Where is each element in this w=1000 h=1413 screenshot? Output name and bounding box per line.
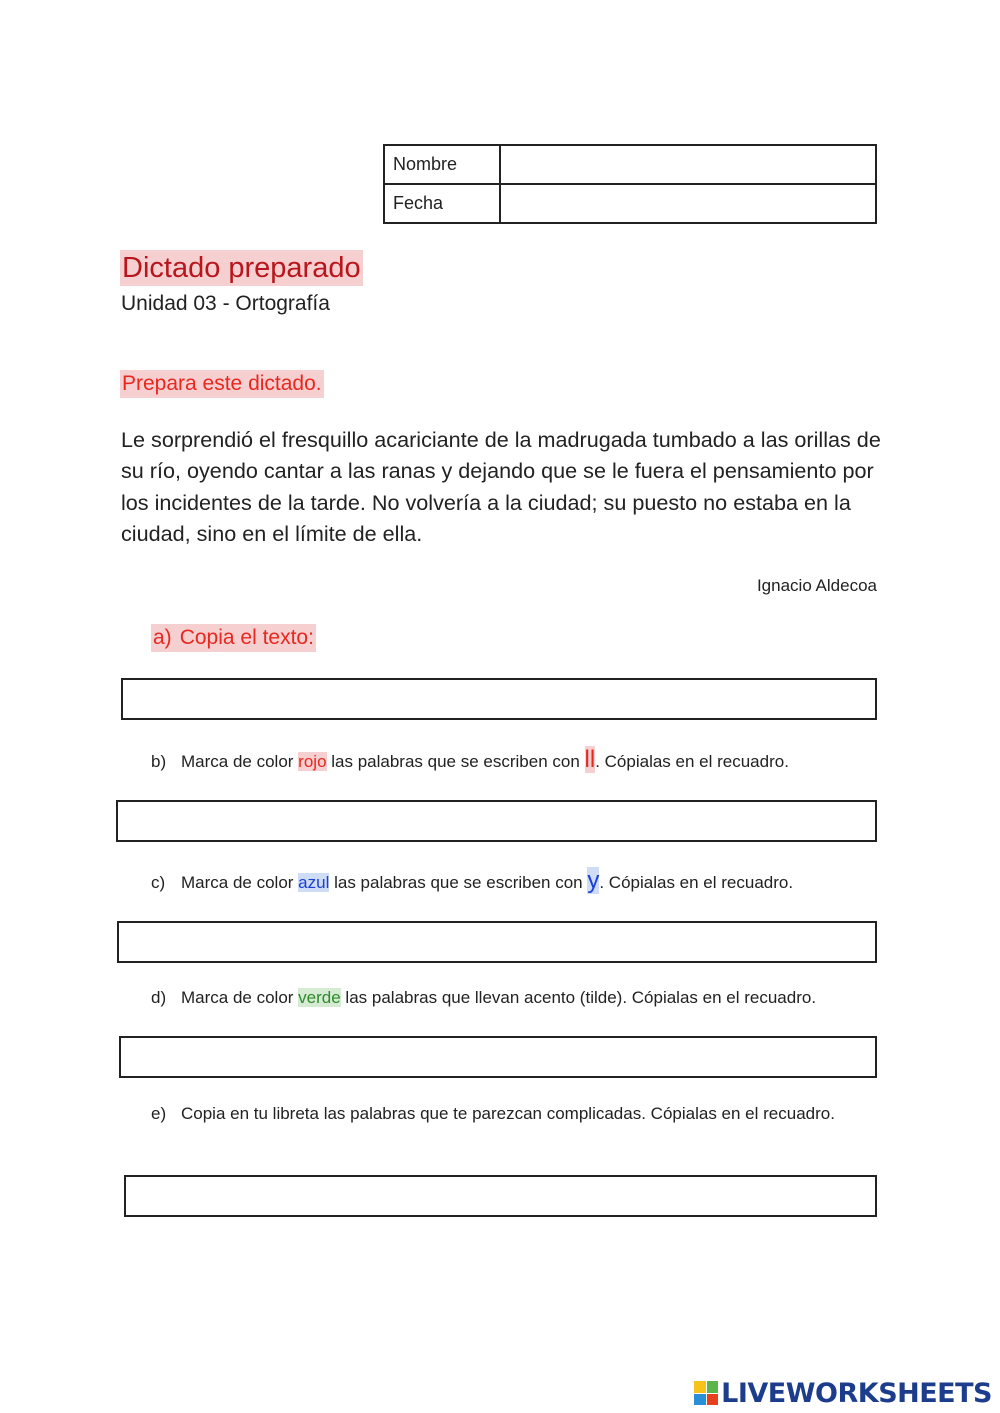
item-d-pre: Marca de color — [181, 988, 299, 1007]
item-b-letter: b) — [151, 752, 167, 771]
name-row — [384, 145, 876, 184]
date-row — [384, 184, 876, 223]
item-b-target: ll — [584, 746, 596, 773]
item-a-text: Copia el texto: — [179, 626, 314, 649]
item-b-color-word: rojo — [298, 752, 327, 771]
item-a-letter: a) — [153, 626, 172, 649]
item-c-post: . Cópialas en el recuadro. — [599, 873, 794, 892]
dictation-passage: Le sorprendió el fresquillo acariciante de la madrugada tumbado a las orillas de su río, oyendo cantar a las ranas y dejando que se le fuera el pensamiento por los incidentes de la tarde. No volvería a la ciudad; su puesto no estaba en la ciudad, sino en el límite de ella. — [121, 427, 881, 546]
answer-box-b[interactable] — [116, 800, 877, 842]
item-b — [151, 748, 789, 774]
item-d-color-word: verde — [298, 988, 341, 1007]
name-field[interactable] — [500, 145, 876, 184]
item-a — [151, 624, 316, 652]
answer-box-a[interactable] — [121, 678, 877, 720]
item-e-letter: e) — [151, 1104, 167, 1123]
passage-author: Ignacio Aldecoa — [756, 576, 877, 595]
item-d — [151, 986, 816, 1010]
item-c — [151, 869, 793, 895]
item-e-text: Copia en tu libreta las palabras que te parezcan complicadas. Cópialas en el recuadro. — [181, 1104, 835, 1123]
answer-box-d[interactable] — [119, 1036, 877, 1078]
item-d-letter: d) — [151, 988, 167, 1007]
answer-box-e[interactable] — [124, 1175, 877, 1217]
item-c-mid: las palabras que se escriben con — [329, 873, 588, 892]
item-c-color-word: azul — [298, 873, 330, 892]
item-b-post: . Cópialas en el recuadro. — [595, 752, 789, 771]
item-b-pre: Marca de color — [181, 752, 299, 771]
item-c-letter: c) — [151, 873, 166, 892]
item-c-pre: Marca de color — [181, 873, 299, 892]
page-subtitle: Unidad 03 - Ortografía — [121, 292, 330, 315]
name-label: Nombre — [384, 145, 500, 184]
date-field[interactable] — [500, 184, 876, 223]
liveworksheets-logo-mark-icon — [694, 1381, 718, 1405]
liveworksheets-logo-text: LIVEWORKSHEETS — [721, 1377, 992, 1409]
item-b-mid: las palabras que se escriben con — [326, 752, 585, 771]
item-c-target: y — [587, 867, 600, 894]
instruction-heading: Prepara este dictado. — [120, 370, 324, 398]
student-info-table — [383, 144, 877, 224]
page-title: Dictado preparado — [122, 252, 361, 284]
item-d-post: las palabras que llevan acento (tilde). Cópialas en el recuadro. — [340, 988, 817, 1007]
answer-box-c[interactable] — [117, 921, 877, 963]
item-e — [151, 1101, 851, 1126]
liveworksheets-logo — [694, 1378, 992, 1408]
date-label: Fecha — [384, 184, 500, 223]
